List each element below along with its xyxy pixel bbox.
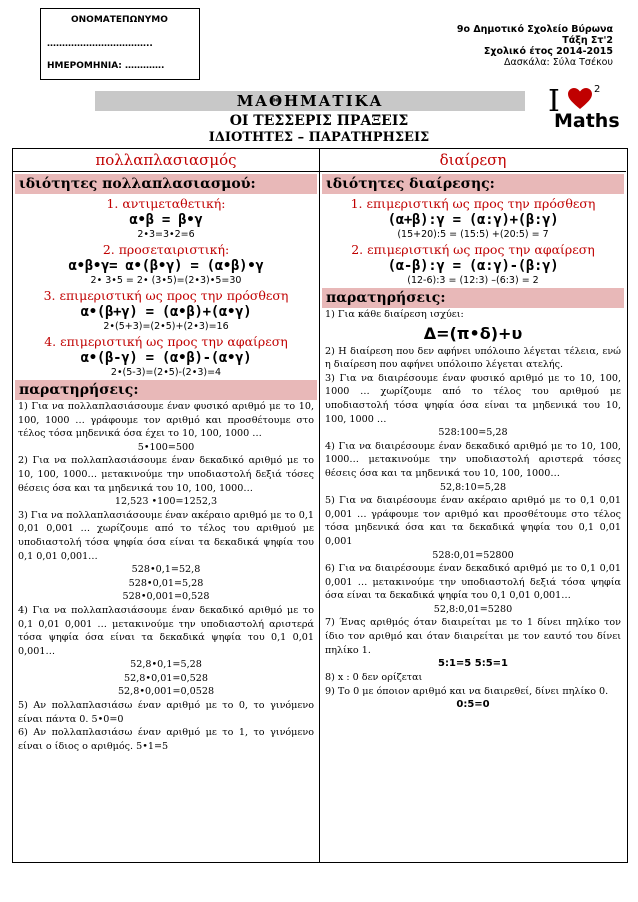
property-4-title: 4. επιμεριστική ως προς την αφαίρεση: [44, 334, 288, 349]
div-property-2-title: 2. επιμεριστική ως προς την αφαίρεση: [351, 242, 595, 257]
div-note-8: 8) x : 0 δεν ορίζεται: [325, 672, 423, 684]
school-info: [457, 24, 613, 68]
div-note-2: 2) Η διαίρεση που δεν αφήνει υπόλοιπο λέγεται τέλεια, ενώ η διαίρεση που αφήνει υπόλοιπο λέγεται ατελής.: [325, 345, 621, 371]
div-note-4-example: 52,8:10=5,28: [439, 481, 507, 493]
note-3-example-2: 528•0,01=5,28: [128, 577, 204, 589]
note-2: 2) Για να πολλαπλασιάσουμε έναν δεκαδικό αριθμό με το 10, 100, 1000… μετακινούμε την υποδιαστολή δεξιά τόσες θέσεις όσα και τα μηδενικά του 10, 100, 1000…: [18, 455, 314, 494]
div-note-9-example: 0:5=0: [456, 699, 490, 711]
div-note-3-example: 528:100=5,28: [438, 427, 508, 439]
division-notes-title: παρατηρήσεις:: [322, 288, 624, 308]
property-4-example: 2•(5-3)=(2•5)-(2•3)=4: [110, 367, 222, 378]
page-title: ΜΑΘΗΜΑΤΙΚΑ: [95, 91, 525, 111]
logo-i: I: [548, 84, 560, 119]
div-note-7: 7) Ένας αριθμός όταν διαιρείται με το 1 δίνει πηλίκο τον ίδιο τον αριθμό και όταν διαιρείται με τον εαυτό του δίνει πηλίκο 1.: [325, 617, 621, 656]
div-property-1-formula: (α+β):γ = (α:γ)+(β:γ): [387, 212, 559, 228]
name-line: ……………………………..: [47, 39, 153, 49]
note-4-example-3: 52,8•0,001=0,0528: [117, 686, 215, 698]
div-note-6-example: 52,8:0,01=5280: [433, 603, 513, 615]
date-label: ΗΜΕΡΟΜΗΝΙΑ: ………….: [47, 61, 165, 71]
note-3-example-1: 528•0,1=52,8: [131, 564, 201, 576]
div-note-1: 1) Για κάθε διαίρεση ισχύει:: [325, 309, 464, 320]
property-1-title: 1. αντιμεταθετική:: [106, 196, 226, 211]
div-note-1-formula: Δ=(π•δ)+υ: [423, 323, 523, 343]
teacher-name: Δασκάλα: Σύλα Τσέκου: [503, 57, 613, 68]
note-1: 1) Για να πολλαπλασιάσουμε έναν φυσικό αριθμό με το 10, 100, 1000 … γράφουμε τον αριθμό και προσθέτουμε στο τέλος τόσα μηδενικά όσα έχει το 10, 100, 1000 …: [18, 401, 314, 440]
div-property-2-example: (12-6):3 = (12:3) –(6:3) = 2: [407, 275, 539, 286]
multiplication-column: [13, 149, 320, 862]
class-name: Τάξη Στ'2: [562, 35, 613, 46]
div-property-1-title: 1. επιμεριστική ως προς την πρόσθεση: [350, 196, 596, 211]
note-5: 5) Αν πολλαπλασιάσω έναν αριθμό με το 0, το γινόμενο είναι πάντα 0. 5•0=0: [18, 700, 314, 725]
property-4-formula: α•(β-γ) = (α•β)-(α•γ): [80, 350, 252, 366]
note-2-example: 12,523 •100=1252,3: [114, 496, 218, 508]
property-2-title: 2. προσεταιριστική:: [102, 242, 230, 257]
school-year: Σχολικό έτος 2014-2015: [483, 46, 613, 57]
note-4-example-1: 52,8•0,1=5,28: [130, 659, 202, 671]
note-3: 3) Για να πολλαπλασιάσουμε έναν ακέραιο αριθμό με το 0,1 0,01 0,001 … χωρίζουμε από το τέλος του αριθμού με υποδιαστολή τόσα ψηφία όσα είναι τα δεκαδικά ψηφία του 0,1 0,01 0,001…: [18, 509, 314, 562]
note-1-example: 5•100=500: [137, 441, 195, 453]
note-4: 4) Για να πολλαπλασιάσουμε έναν δεκαδικό αριθμό με το 0,1 0,01 0,001 … μετακινούμε την υποδιαστολή αριστερά τόσα ψηφία όσα είναι τα δεκαδικά ψηφία του 0,1 0,01 0,001…: [18, 604, 314, 657]
property-2-formula: α•β•γ= α•(β•γ) = (α•β)•γ: [68, 258, 264, 274]
page-subtitle: ΟΙ ΤΕΣΣΕΡΙΣ ΠΡΑΞΕΙΣ: [229, 113, 409, 129]
property-1-example: 2•3=3•2=6: [137, 229, 195, 240]
div-property-1-example: (15+20):5 = (15:5) +(20:5) = 7: [397, 229, 549, 240]
note-6: 6) Αν πολλαπλασιάσω έναν αριθμό με το 1, το γινόμενο είναι ο ίδιος ο αριθμός. 5•1=5: [18, 727, 314, 752]
multiplication-heading: πολλαπλασιασμός: [13, 149, 319, 172]
div-note-7-example: 5:1=5 5:5=1: [438, 658, 508, 670]
div-note-5-example: 528:0,01=52800: [432, 549, 514, 561]
logo-maths: Maths: [554, 110, 620, 132]
name-label: ΟΝΟΜΑΤΕΠΩΝΥΜΟ: [71, 15, 168, 25]
page-subtitle-2: ΙΔΙΟΤΗΤΕΣ – ΠΑΡΑΤΗΡΗΣΕΙΣ: [208, 130, 430, 145]
division-heading: διαίρεση: [320, 149, 626, 172]
multiplication-notes-title: παρατηρήσεις:: [15, 380, 317, 400]
multiplication-properties-title: ιδιότητες πολλαπλασιασμού:: [15, 174, 317, 194]
property-2-example: 2• 3•5 = 2• (3•5)=(2•3)•5=30: [90, 275, 242, 286]
div-note-5: 5) Για να διαιρέσουμε έναν ακέραιο αριθμό με το 0,1 0,01 0,001 … γράφουμε τον αριθμό και προσθέτουμε στο τέλος τόσα μηδενικά όσα και τα δεκαδικά ψηφία του 0,1 0,01 0,001: [325, 495, 621, 547]
school-name: 9ο Δημοτικό Σχολείο Βύρωνα: [456, 24, 613, 35]
note-3-example-3: 528•0,001=0,528: [122, 591, 210, 603]
note-4-example-2: 52,8•0,01=0,528: [124, 672, 208, 684]
property-3-formula: α•(β+γ) = (α•β)+(α•γ): [80, 304, 252, 320]
div-property-2-formula: (α-β):γ = (α:γ)-(β:γ): [387, 258, 559, 274]
division-properties-title: ιδιότητες διαίρεσης:: [322, 174, 624, 194]
name-date-box: [40, 8, 200, 80]
div-note-4: 4) Για να διαιρέσουμε έναν δεκαδικό αριθμό με το 10, 100, 1000… μετακινούμε την υποδιαστολή αριστερά τόσες θέσεις όσα και τα μηδενικά του 10, 100, 1000…: [325, 440, 621, 479]
property-3-example: 2•(5+3)=(2•5)+(2•3)=16: [103, 321, 229, 332]
div-note-6: 6) Για να διαιρέσουμε έναν δεκαδικό αριθμό με το 0,1 0,01 0,001 … μετακινούμε την υποδιαστολή δεξιά τόσα ψηφία όσα είναι τα δεκαδικά ψηφία του 0,1 0,01 0,001…: [325, 563, 621, 602]
property-1-formula: α•β = β•γ: [129, 212, 203, 228]
content-table: [12, 148, 628, 863]
logo-superscript: 2: [594, 84, 601, 95]
heart-icon: [568, 88, 592, 110]
div-note-9: 9) Το 0 με όποιον αριθμό και να διαιρεθεί, δίνει πηλίκο 0.: [325, 685, 609, 697]
property-3-title: 3. επιμεριστική ως προς την πρόσθεση: [43, 288, 289, 303]
div-note-3: 3) Για να διαιρέσουμε έναν φυσικό αριθμό με το 10, 100, 1000 … χωρίζουμε από το τέλος του αριθμού με υποδιαστολή τόσα ψηφία όσα είναι τα μηδενικά του 10, 100, 1000 …: [325, 372, 621, 425]
division-column: [320, 149, 626, 862]
